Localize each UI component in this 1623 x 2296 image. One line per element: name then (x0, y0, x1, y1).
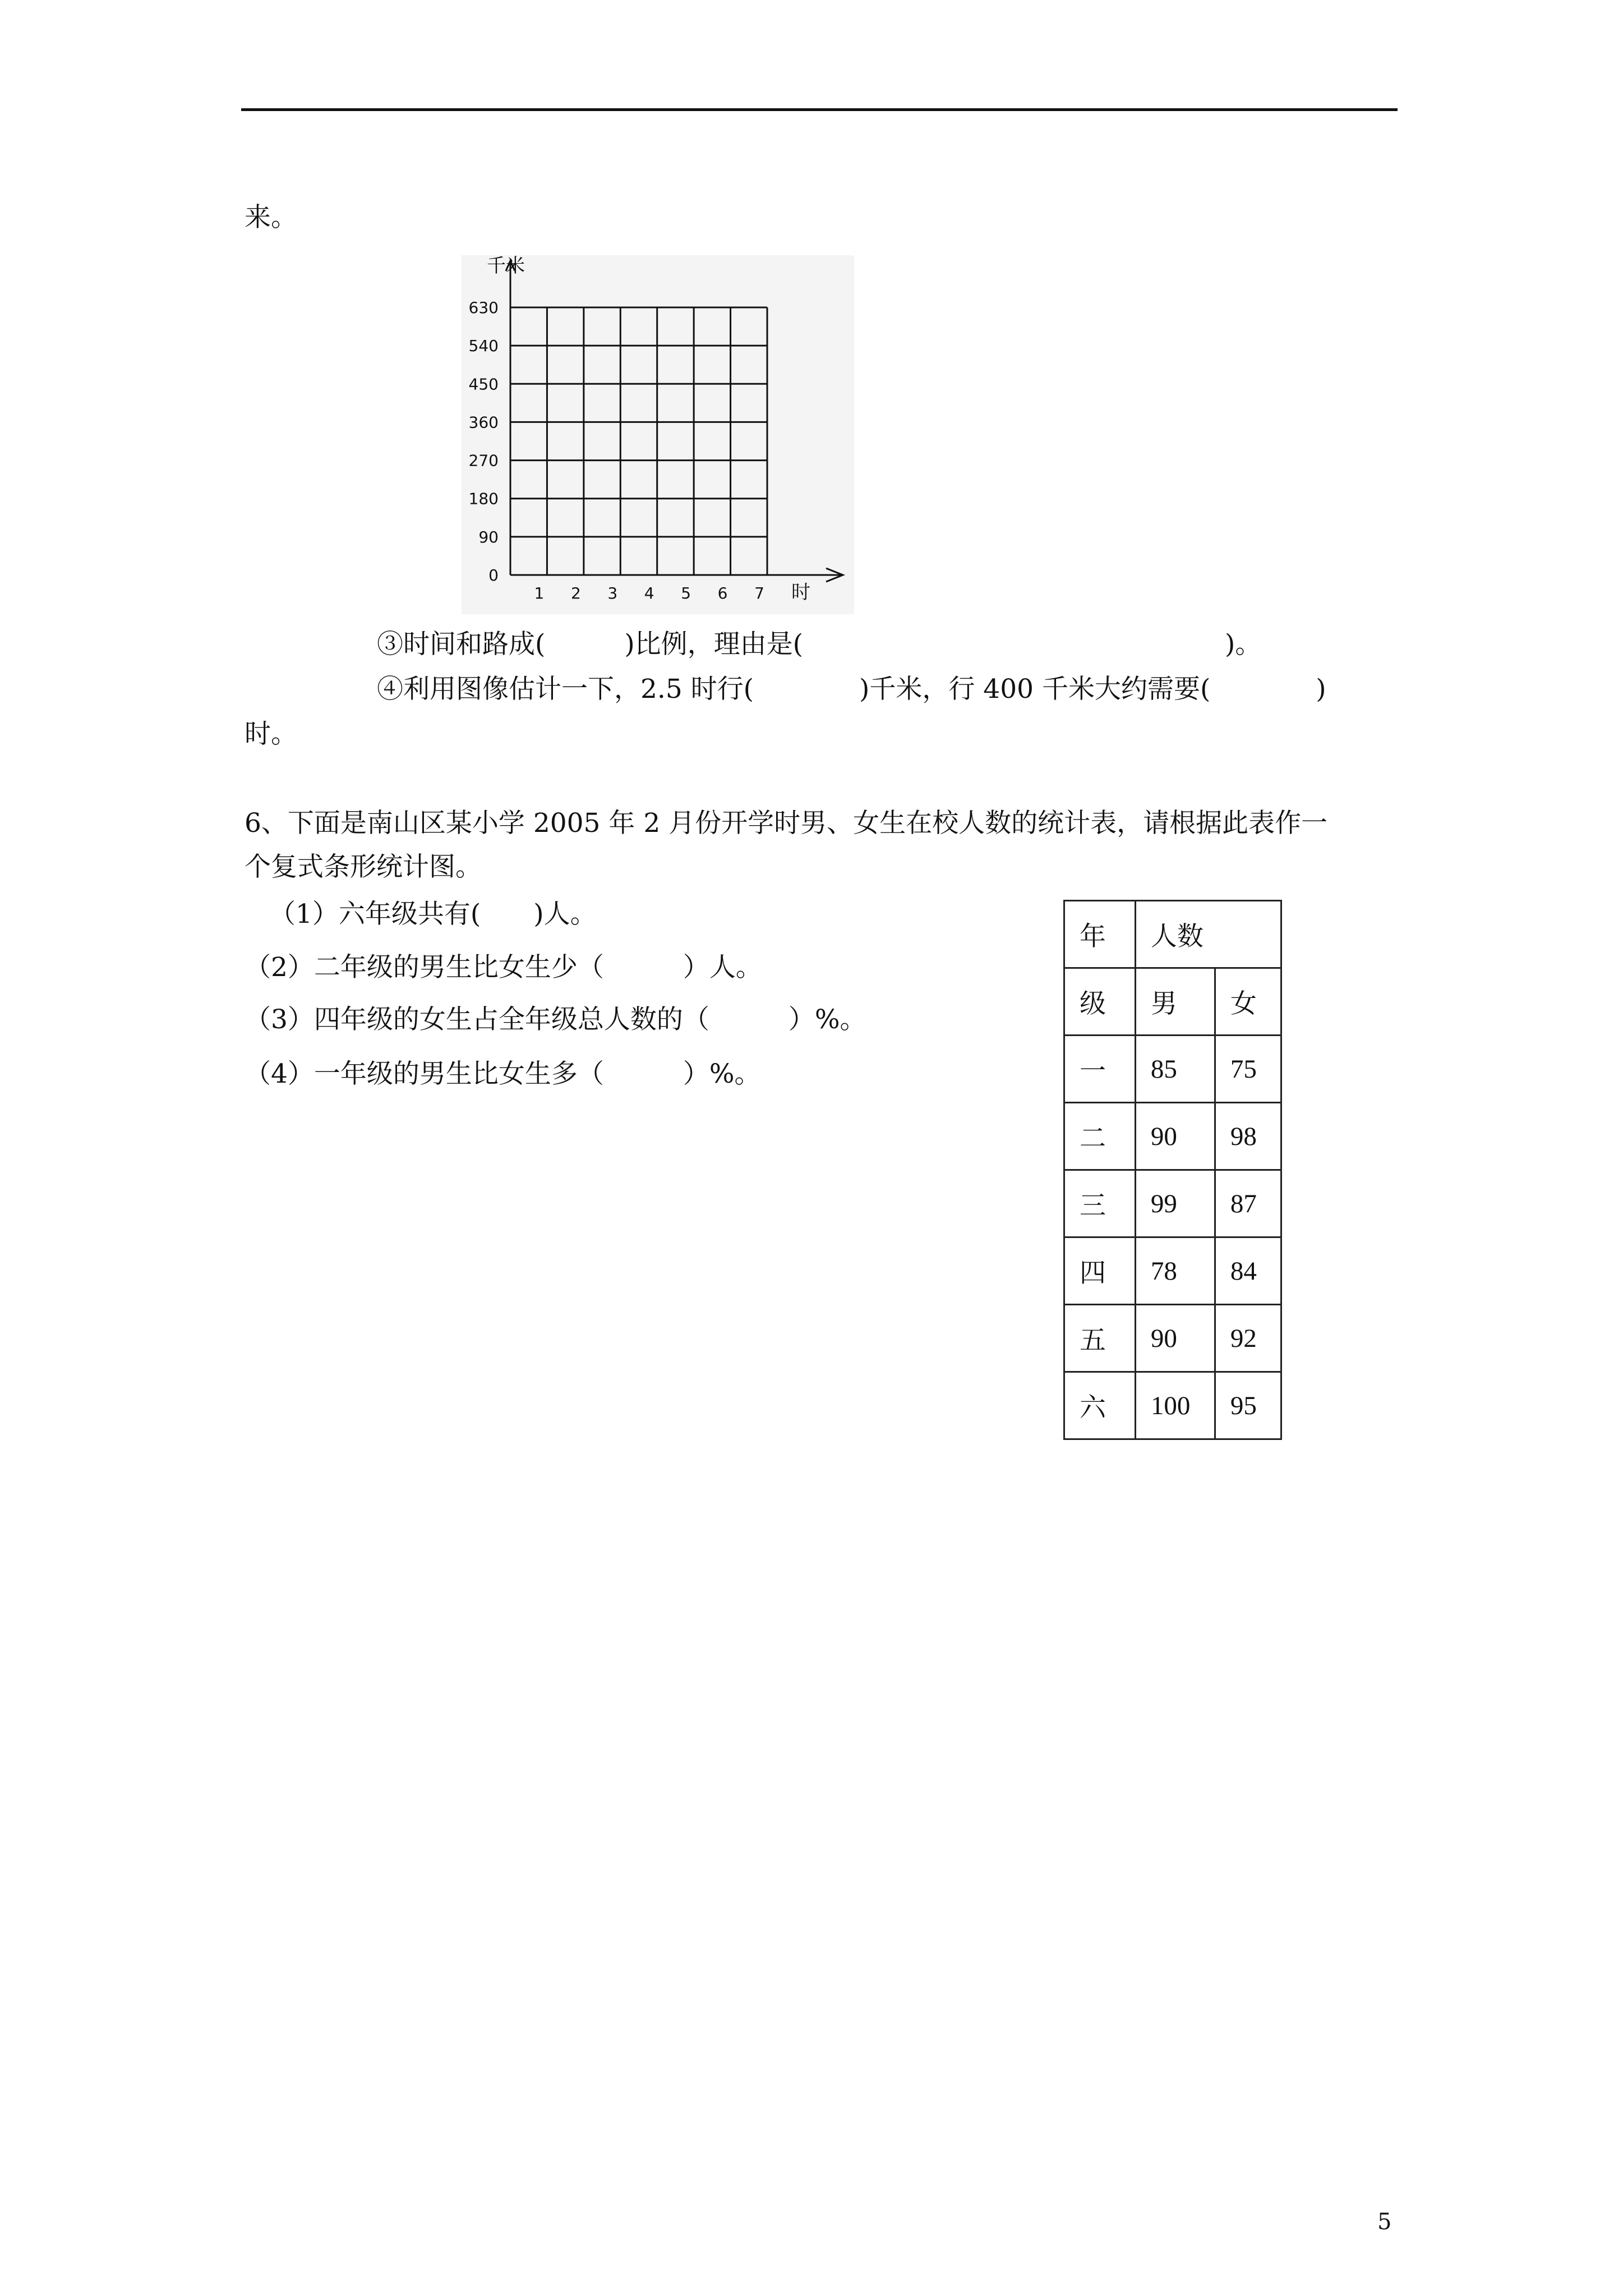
y-tick-label: 540 (468, 337, 499, 356)
y-tick-label: 0 (488, 566, 499, 585)
x-tick-label: 5 (681, 584, 691, 602)
female-count-cell: 98 (1215, 1103, 1281, 1170)
y-tick-label: 180 (468, 489, 499, 508)
male-count-cell: 78 (1135, 1237, 1215, 1305)
problem-6-subquestion-4: （4）一年级的男生比女生多（ ）%。 (245, 1059, 761, 1089)
table-header-row-1 (1064, 901, 1281, 968)
x-tick-label: 1 (534, 584, 545, 602)
x-axis-label: 时 (791, 581, 810, 604)
female-header: 女 (1215, 968, 1281, 1036)
table-header-row-2 (1064, 968, 1281, 1036)
male-count-cell: 85 (1135, 1036, 1215, 1103)
y-axis-label: 千米 (487, 255, 525, 277)
table-row (1064, 1036, 1281, 1103)
grade-cell: 四 (1064, 1237, 1136, 1305)
table-row (1064, 1103, 1281, 1170)
female-count-cell: 95 (1215, 1372, 1281, 1439)
continuation-text: 来。 (245, 202, 297, 233)
grade-header-bottom: 级 (1064, 968, 1136, 1036)
y-tick-label: 360 (468, 413, 499, 432)
distance-time-grid-chart (462, 255, 854, 614)
table-row (1064, 1305, 1281, 1372)
male-count-cell: 90 (1135, 1103, 1215, 1170)
x-tick-label: 2 (570, 584, 581, 602)
y-tick-label: 630 (468, 298, 499, 317)
problem-6-subquestion-3: （3）四年级的女生占全年级总人数的（ ）%。 (245, 1004, 866, 1035)
male-count-cell: 99 (1135, 1170, 1215, 1237)
count-header: 人数 (1135, 901, 1281, 968)
female-count-cell: 87 (1215, 1170, 1281, 1237)
question-4-line-2: 时。 (245, 719, 297, 749)
grade-cell: 二 (1064, 1103, 1136, 1170)
x-tick-label: 3 (607, 584, 618, 602)
header-rule (241, 108, 1398, 111)
y-tick-label: 270 (468, 451, 499, 470)
grade-cell: 五 (1064, 1305, 1136, 1372)
x-tick-label: 7 (754, 584, 764, 602)
male-header: 男 (1135, 968, 1215, 1036)
question-3: ③时间和路成( )比例，理由是( )。 (377, 629, 1262, 660)
male-count-cell: 100 (1135, 1372, 1215, 1439)
female-count-cell: 75 (1215, 1036, 1281, 1103)
table-row (1064, 1372, 1281, 1439)
grade-header-top: 年 (1064, 901, 1136, 968)
problem-6-subquestion-1: （1）六年级共有( )人。 (269, 899, 597, 930)
grade-cell: 一 (1064, 1036, 1136, 1103)
female-count-cell: 92 (1215, 1305, 1281, 1372)
problem-6-intro-line-2: 个复式条形统计图。 (245, 852, 482, 882)
table-row (1064, 1237, 1281, 1305)
page-number: 5 (1377, 2209, 1392, 2235)
problem-6-intro-line-1: 6、下面是南山区某小学 2005 年 2 月份开学时男、女生在校人数的统计表，请根据此表作一 (245, 808, 1328, 839)
y-tick-label: 450 (468, 375, 499, 394)
table-row (1064, 1170, 1281, 1237)
x-tick-label: 4 (644, 584, 654, 602)
problem-6-subquestion-2: （2）二年级的男生比女生少（ ）人。 (245, 952, 762, 983)
enrollment-table (1063, 900, 1282, 1440)
grade-cell: 三 (1064, 1170, 1136, 1237)
x-tick-label: 6 (717, 584, 728, 602)
y-tick-label: 90 (478, 527, 499, 546)
grade-cell: 六 (1064, 1372, 1136, 1439)
female-count-cell: 84 (1215, 1237, 1281, 1305)
question-4-line-1: ④利用图像估计一下，2.5 时行( )千米，行 400 千米大约需要( ) (377, 674, 1326, 705)
male-count-cell: 90 (1135, 1305, 1215, 1372)
